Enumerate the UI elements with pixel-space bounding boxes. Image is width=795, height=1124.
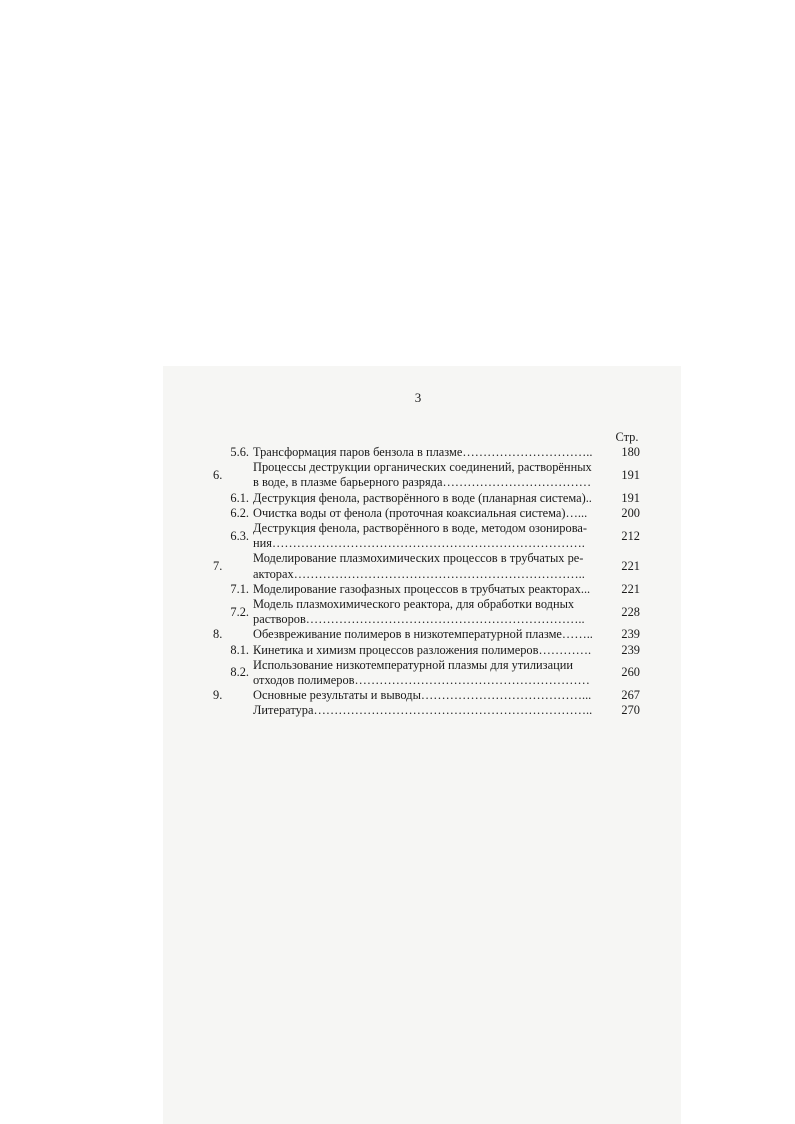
toc-entry-number: 8. bbox=[213, 627, 223, 642]
toc-entry-page: 221 bbox=[621, 581, 640, 596]
toc-entry-title: Моделирование плазмохимических процессов в трубчатых ре- акторах…………………………………………………………….. bbox=[253, 551, 585, 581]
toc-entry-title: Процессы деструкции органических соединений, растворённых в воде, в плазме барьерного разряда……………………………… bbox=[253, 460, 592, 490]
toc-entry-number: 6.1. bbox=[230, 490, 249, 505]
toc-entry-title: Основные результаты и выводы…………………………………... bbox=[253, 688, 592, 703]
toc-entry bbox=[205, 703, 640, 718]
toc-entry-title: Деструкция фенола, растворённого в воде (планарная система).. bbox=[253, 490, 592, 505]
toc-entry-page: 239 bbox=[621, 627, 640, 642]
toc-entry bbox=[205, 627, 640, 642]
toc-entry-page: 180 bbox=[621, 445, 640, 459]
toc-entry-number: 8.2. bbox=[230, 665, 249, 680]
toc-entry-page: 200 bbox=[621, 505, 640, 520]
toc-entry-title: Кинетика и химизм процессов разложения полимеров…………. bbox=[253, 642, 592, 657]
toc-entry-page: 239 bbox=[621, 642, 640, 657]
page-number: 3 bbox=[414, 390, 422, 405]
toc-entry-title: Литература………………………………………………………….. bbox=[253, 703, 593, 718]
toc-entries bbox=[205, 445, 640, 719]
toc-entry-page: 221 bbox=[621, 559, 640, 574]
toc-entry bbox=[205, 445, 640, 460]
toc-entry bbox=[205, 491, 640, 506]
toc-entry bbox=[205, 597, 640, 627]
toc-entry-title: Трансформация паров бензола в плазме………………………….. bbox=[253, 445, 593, 459]
toc-entry-number: 6.2. bbox=[230, 505, 249, 520]
page-column-label: Стр. bbox=[615, 430, 639, 444]
page-column-header bbox=[205, 430, 640, 445]
toc-entry-page: 191 bbox=[621, 490, 640, 505]
toc-entry-title: Очистка воды от фенола (проточная коаксиальная система)…... bbox=[253, 505, 588, 520]
toc-entry bbox=[205, 643, 640, 658]
toc-entry-page: 270 bbox=[621, 703, 640, 718]
toc-entry-title: Моделирование газофазных процессов в трубчатых реакторах... bbox=[253, 581, 591, 596]
toc-entry-page: 191 bbox=[621, 467, 640, 482]
toc-entry-page: 228 bbox=[621, 604, 640, 619]
toc-entry bbox=[205, 506, 640, 521]
toc-entry bbox=[205, 521, 640, 551]
toc-entry-number: 7.2. bbox=[230, 604, 249, 619]
toc-entry bbox=[205, 688, 640, 703]
toc-entry bbox=[205, 582, 640, 597]
table-of-contents bbox=[205, 430, 640, 719]
toc-entry bbox=[205, 551, 640, 581]
toc-entry bbox=[205, 658, 640, 688]
toc-entry-number: 7. bbox=[213, 559, 223, 574]
toc-entry-number: 5.6. bbox=[230, 445, 249, 459]
toc-entry-page: 260 bbox=[621, 665, 640, 680]
toc-entry-number: 6. bbox=[213, 467, 223, 482]
toc-entry bbox=[205, 460, 640, 490]
toc-entry-title: Деструкция фенола, растворённого в воде, методом озонирова- ния…………………………………………………………………. bbox=[253, 521, 588, 551]
toc-entry-page: 212 bbox=[621, 528, 640, 543]
toc-entry-page: 267 bbox=[621, 688, 640, 703]
toc-entry-title: Обезвреживание полимеров в низкотемпературной плазме…….. bbox=[253, 627, 593, 642]
toc-entry-number: 9. bbox=[213, 688, 223, 703]
toc-entry-number: 6.3. bbox=[230, 528, 249, 543]
toc-entry-number: 7.1. bbox=[230, 581, 249, 596]
toc-entry-number: 8.1. bbox=[230, 642, 249, 657]
toc-entry-title: Использование низкотемпературной плазмы для утилизации отходов полимеров………………………………………………… bbox=[253, 657, 590, 688]
toc-entry-title: Модель плазмохимического реактора, для обработки водных растворов………………………………………………………….. bbox=[253, 597, 585, 627]
